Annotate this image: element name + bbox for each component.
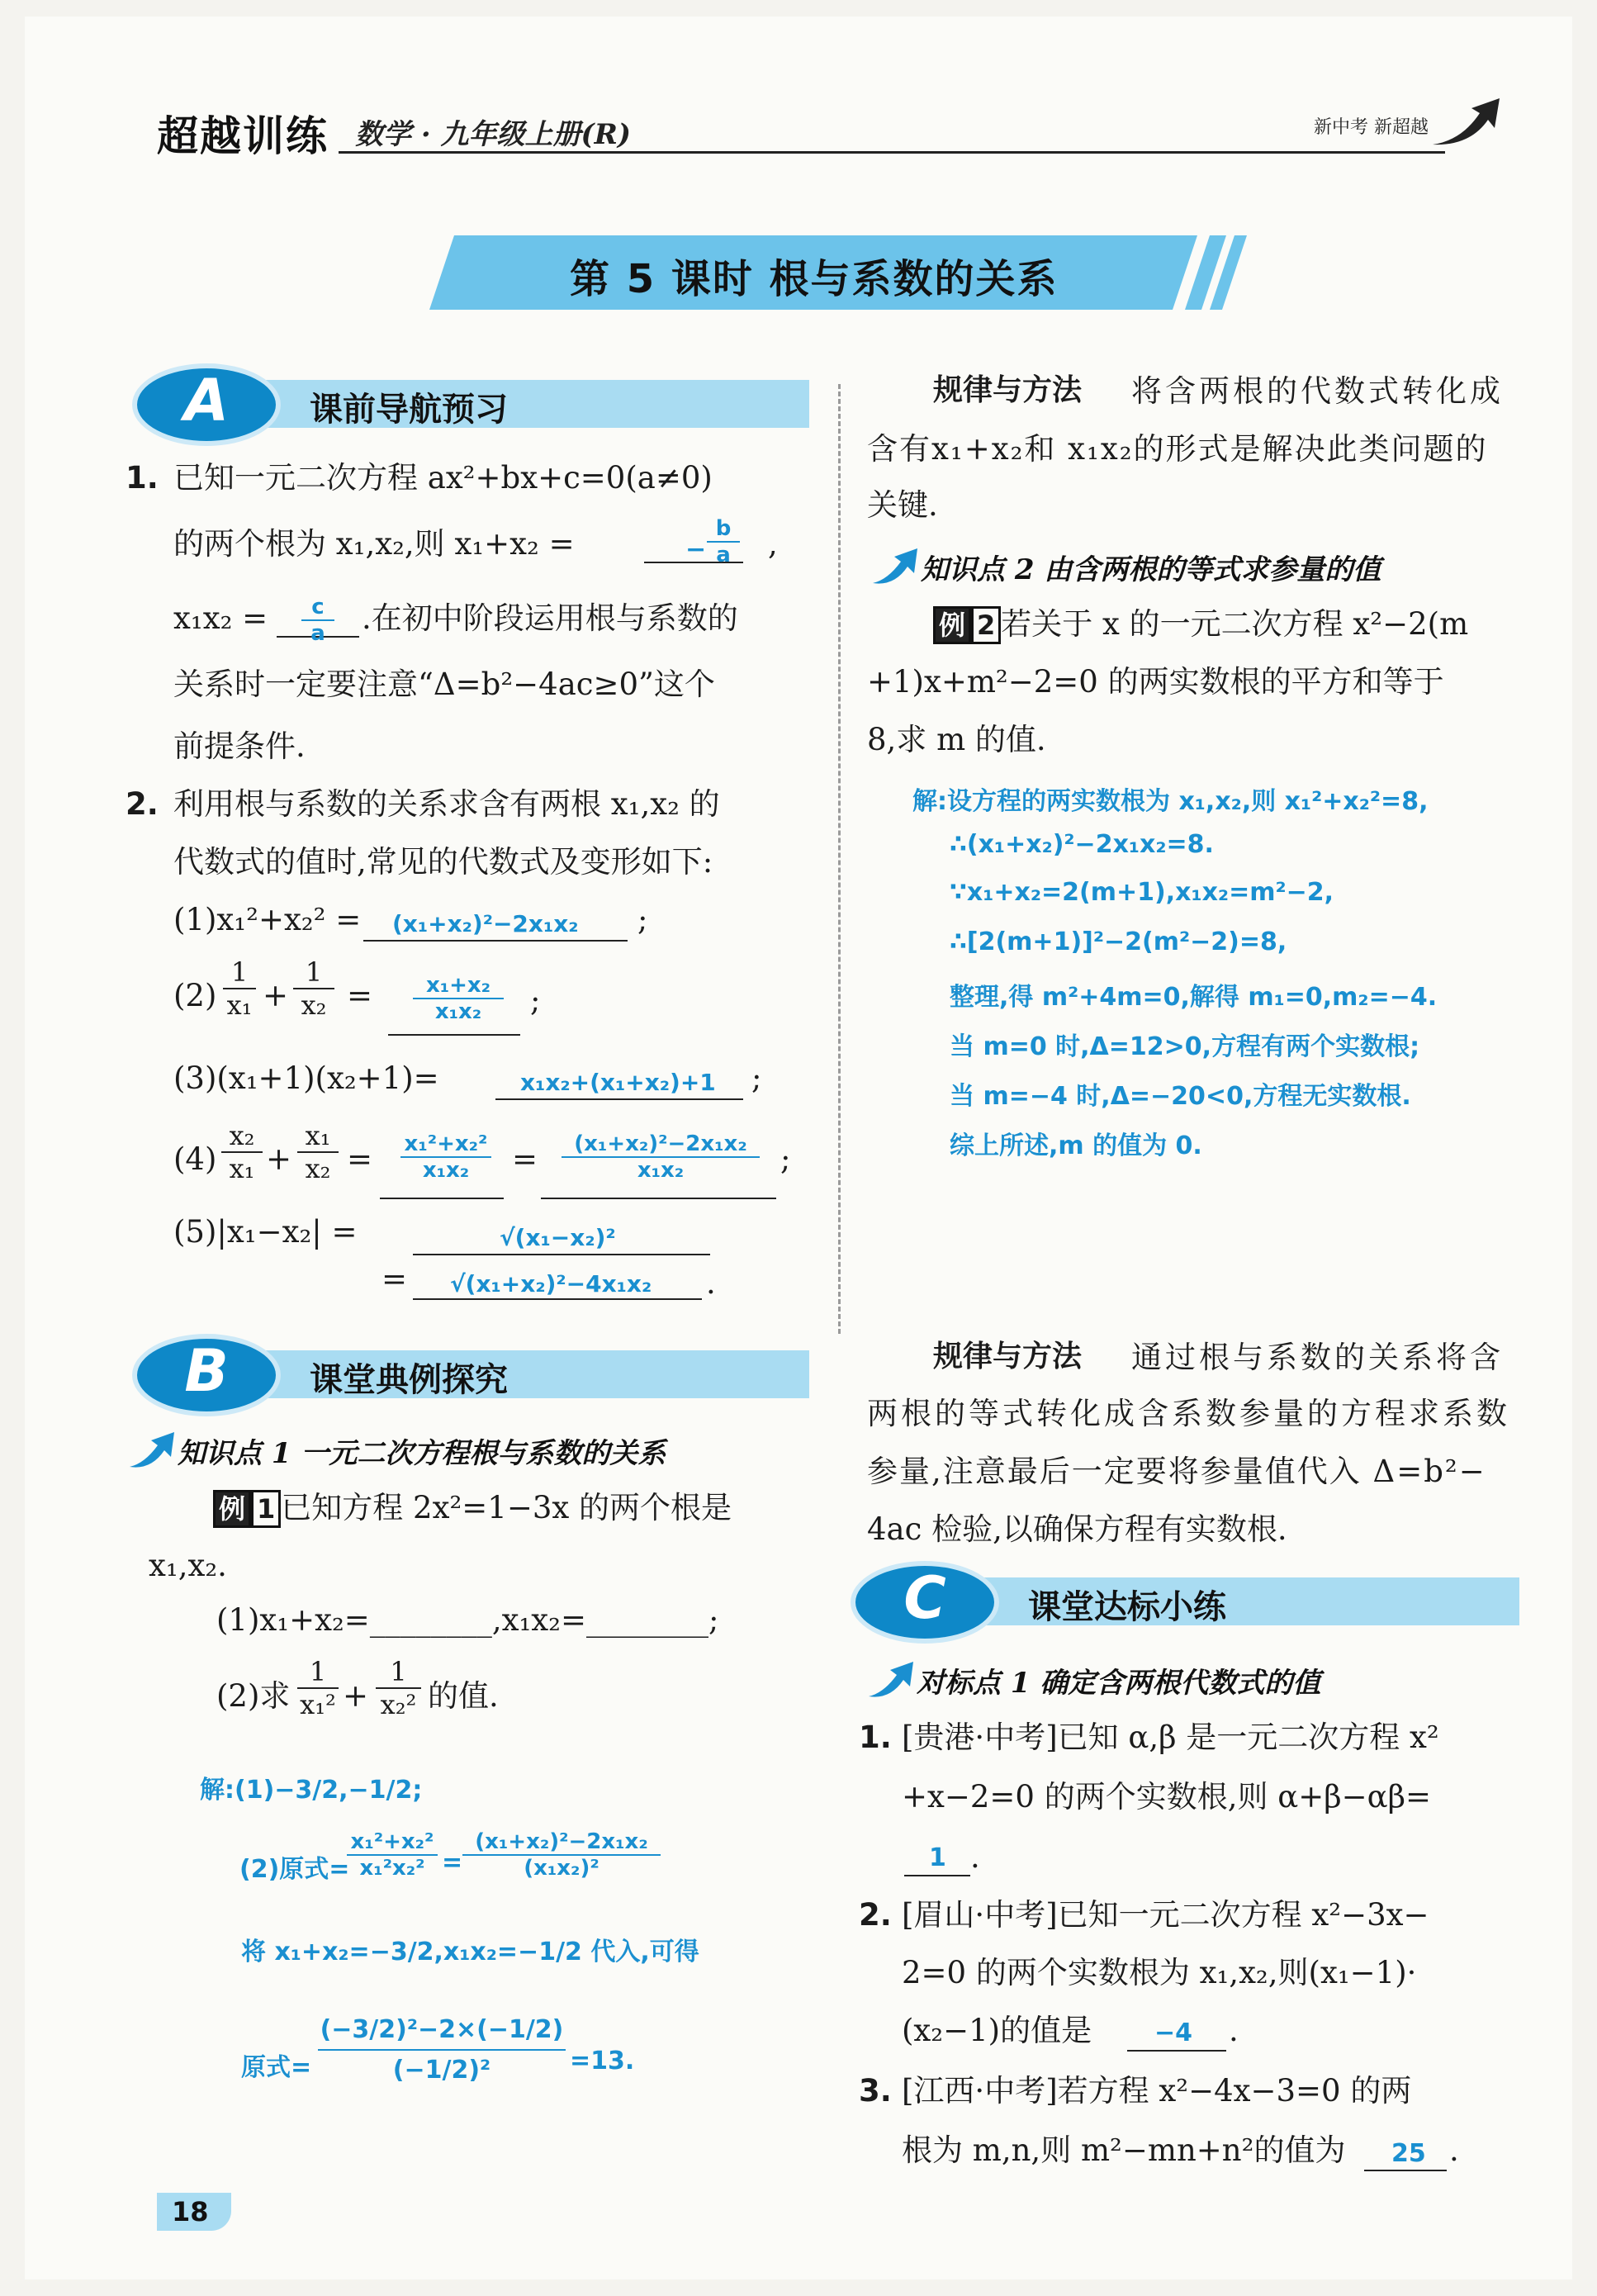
p1-line1: [贵港·中考]已知 α,β 是一元二次方程 x² [902, 1720, 1439, 1755]
p2-line2: 2=0 的两个实数根为 x₁,x₂,则(x₁−1)· [902, 1955, 1417, 1990]
p1-number: 1. [859, 1720, 892, 1755]
example-number: 2 [971, 606, 1001, 644]
example-2-text [933, 605, 1468, 644]
series-slogan: 新中考 新超越 [1314, 117, 1429, 138]
frac-num: 1 [309, 1656, 327, 1687]
solution-1-line2-pre: (2)原式= [239, 1855, 350, 1884]
q1-ans2-fraction [301, 595, 334, 646]
example-2-line1: 若关于 x 的一元二次方程 x²−2(m [1001, 606, 1469, 642]
q2-item2-frac1 [223, 956, 256, 1021]
q2-item5-answer1: √(x₁−x₂)² [500, 1224, 616, 1251]
p3-number: 3. [859, 2073, 892, 2109]
q2-item1-semicolon: ; [637, 902, 648, 937]
q2-item5-answer2: √(x₁+x₂)²−4x₁x₂ [450, 1270, 652, 1297]
frac-den: x₁²x₂² [347, 1854, 438, 1881]
example-1-q2-frac2 [376, 1656, 421, 1720]
solution-2-line5: 整理,得 m²+4m=0,解得 m₁=0,m₂=−4. [950, 983, 1438, 1012]
book-subtitle: 数学 · 九年级上册(R) [355, 118, 631, 151]
rule-2-line1: 通过根与系数的关系将含 [1131, 1340, 1504, 1375]
p2-line1: [眉山·中考]已知一元二次方程 x²−3x− [902, 1897, 1429, 1933]
example-1-q2-plus: + [343, 1678, 369, 1714]
p3-period: . [1449, 2132, 1459, 2168]
q2-item3-label: (3)(x₁+1)(x₂+1)= [173, 1060, 439, 1096]
q1-ans1-fraction [707, 516, 740, 567]
page-number-tab [157, 2193, 231, 2231]
p3-answer: 25 [1391, 2139, 1426, 2168]
rule-2-line4: 4ac 检验,以确保方程有实数根. [867, 1511, 1287, 1547]
frac-den: x₁² [297, 1687, 339, 1720]
frac-den: x₁x₂ [400, 1156, 491, 1183]
solution-2-line2: ∴(x₁+x₂)²−2x₁x₂=8. [950, 830, 1214, 859]
solution-1-line1: 解:(1)−3/2,−1/2; [200, 1776, 423, 1805]
q2-item4-blank1 [380, 1198, 504, 1199]
arrow-logo-icon [1429, 95, 1503, 153]
q2-item4-semicolon: ; [780, 1141, 791, 1177]
q2-item3-answer: x₁x₂+(x₁+x₂)+1 [520, 1069, 716, 1096]
q2-item5-blank1 [413, 1254, 710, 1255]
solution-1-line3: 将 x₁+x₂=−3/2,x₁x₂=−1/2 代入,可得 [241, 1938, 699, 1966]
q2-item5-label: (5)|x₁−x₂| = [173, 1214, 358, 1250]
rule-1-line1: 将含两根的代数式转化成 [1131, 373, 1504, 409]
target-point-1: 对标点 1 确定含两根代数式的值 [917, 1667, 1321, 1700]
q2-line2: 代数式的值时,常见的代数式及变形如下: [173, 844, 713, 880]
frac-den: x₂² [376, 1687, 421, 1720]
frac-den: (x₁x₂)² [462, 1854, 661, 1881]
example-1-line1: 已知方程 2x²=1−3x 的两个根是 [281, 1490, 732, 1525]
section-letter: B [184, 1337, 229, 1405]
q1-ans1-num: b [715, 516, 732, 541]
knowledge-arrow-icon [128, 1430, 178, 1472]
q1-ans2-den: a [301, 619, 334, 646]
section-a-header [132, 363, 809, 446]
example-1-q2-frac1 [297, 1656, 339, 1720]
example-label: 例 [933, 606, 971, 644]
frac-den: x₁x₂ [413, 998, 504, 1024]
lesson-title-banner [429, 235, 1247, 310]
q2-item2-eq: = [347, 978, 373, 1013]
solution-2-line8: 综上所述,m 的值为 0. [950, 1131, 1202, 1160]
frac-num: 1 [305, 956, 323, 988]
p3-line2: 根为 m,n,则 m²−mn+n²的值为 [902, 2132, 1346, 2168]
frac-num: x₁²+x₂² [350, 1829, 434, 1854]
p2-blank [1127, 2050, 1226, 2052]
q2-item3-blank [495, 1098, 743, 1100]
q2-item5-eq: = [381, 1261, 408, 1297]
q1-ans1-sign: − [685, 535, 707, 564]
frac-den: x₁ [223, 988, 256, 1021]
knowledge-point-2: 知识点 2 由含两根的等式求参量的值 [921, 553, 1381, 586]
q2-item4-eq1: = [347, 1141, 373, 1177]
frac-den: x₁x₂ [562, 1156, 760, 1183]
q2-item4-frac2 [297, 1120, 339, 1184]
section-band [206, 1350, 809, 1398]
p2-number: 2. [859, 1897, 892, 1933]
frac-den: x₁ [221, 1151, 263, 1184]
q2-item1-blank [363, 940, 628, 942]
q1-comma: , [768, 526, 778, 562]
example-2-line2: +1)x+m²−2=0 的两实数根的平方和等于 [867, 664, 1444, 700]
frac-num: 1 [230, 956, 249, 988]
page [25, 17, 1572, 2279]
q2-line1: 利用根与系数的关系求含有两根 x₁,x₂ 的 [173, 786, 720, 822]
rule-2-line2: 两根的等式转化成含系数参量的方程求系数 [867, 1396, 1510, 1431]
q2-item2-blank [388, 1034, 520, 1036]
section-label: 课堂典例探究 [310, 1361, 508, 1399]
solution-1-frac3 [318, 2015, 566, 2085]
knowledge-arrow-icon [871, 547, 921, 588]
p2-answer: −4 [1154, 2018, 1193, 2047]
section-letter: A [183, 367, 230, 434]
q2-item4-label: (4) [173, 1141, 217, 1177]
knowledge-point-1: 知识点 1 一元二次方程根与系数的关系 [178, 1437, 666, 1470]
rule-1-line2: 含有x₁+x₂和 x₁x₂的形式是解决此类问题的 [867, 431, 1488, 467]
section-letter: C [903, 1564, 946, 1632]
solution-2-line3: ∵x₁+x₂=2(m+1),x₁x₂=m²−2, [950, 878, 1334, 907]
example-label: 例 [213, 1490, 251, 1528]
lesson-title: 第 5 课时 根与系数的关系 [570, 256, 1059, 302]
example-number: 1 [251, 1490, 281, 1528]
q2-item5-blank2 [413, 1298, 702, 1300]
section-b-header [132, 1334, 809, 1416]
solution-1-line4-pre: 原式= [241, 2053, 312, 2082]
q1-line1: 已知一元二次方程 ax²+bx+c=0(a≠0) [173, 460, 713, 496]
p3-line1: [江西·中考]若方程 x²−4x−3=0 的两 [902, 2073, 1412, 2109]
q2-item4-answer1 [400, 1131, 491, 1183]
q2-item4-eq2: = [512, 1141, 538, 1177]
example-1-q2-pre: (2)求 [216, 1678, 291, 1714]
example-1-text [213, 1488, 732, 1528]
q1-line3-pre: x₁x₂ = [173, 600, 268, 636]
q2-item4-plus: + [266, 1141, 292, 1177]
q2-item4-blank2 [541, 1198, 776, 1199]
q2-item2-frac2 [293, 956, 334, 1021]
section-label: 课前导航预习 [310, 391, 508, 429]
frac-num: x₂ [229, 1120, 255, 1151]
column-divider [838, 384, 841, 1334]
q2-item2-label: (2) [173, 978, 217, 1013]
rule-2-title: 规律与方法 [933, 1340, 1083, 1373]
q2-item4-answer2 [562, 1131, 760, 1183]
frac-num: x₁+x₂ [425, 973, 491, 998]
frac-den: (−1/2)² [318, 2049, 566, 2085]
page-header [132, 95, 1519, 161]
solution-1-frac1 [347, 1829, 438, 1881]
solution-2-line1: 解:设方程的两实数根为 x₁,x₂,则 x₁²+x₂²=8, [912, 787, 1429, 816]
frac-num: (−3/2)²−2×(−1/2) [320, 2015, 564, 2044]
target-arrow-icon [867, 1660, 917, 1701]
p3-blank [1364, 2170, 1447, 2171]
solution-1-eq: = [442, 1848, 463, 1877]
example-1-q1: (1)x₁+x₂=________,x₁x₂=________; [216, 1602, 719, 1638]
q2-item2-answer [413, 973, 504, 1024]
q2-item2-plus: + [263, 978, 289, 1013]
brand-title: 超越训练 [157, 112, 329, 160]
frac-den: x₂ [297, 1151, 339, 1184]
example-1-q2-post: 的值. [428, 1678, 499, 1714]
q2-item3-semicolon: ; [751, 1060, 762, 1096]
p2-line3: (x₂−1)的值是 [902, 2013, 1092, 2048]
q1-ans1-den: a [707, 541, 740, 567]
rule-1-line3: 关键. [867, 487, 938, 523]
p1-blank [904, 1875, 970, 1876]
p1-answer: 1 [929, 1843, 946, 1872]
solution-2-line7: 当 m=−4 时,Δ=−20<0,方程无实数根. [950, 1082, 1411, 1111]
frac-num: (x₁+x₂)²−2x₁x₂ [574, 1131, 747, 1156]
solution-2-line6: 当 m=0 时,Δ=12>0,方程有两个实数根; [950, 1032, 1420, 1061]
example-1-line2: x₁,x₂. [149, 1548, 227, 1583]
page-number: 18 [172, 2196, 209, 2227]
solution-1-frac2 [462, 1829, 661, 1881]
section-band [206, 380, 809, 428]
q2-item1-label: (1)x₁²+x₂² = [173, 902, 362, 937]
header-rule [339, 151, 1445, 154]
q1-line3-post: .在初中阶段运用根与系数的 [362, 600, 738, 636]
frac-num: 1 [390, 1656, 407, 1687]
q1-line2: 的两个根为 x₁,x₂,则 x₁+x₂ = [173, 526, 575, 562]
frac-num: x₁ [305, 1120, 331, 1151]
frac-den: x₂ [293, 988, 334, 1021]
frac-num: x₁²+x₂² [404, 1131, 488, 1156]
q1-number: 1. [126, 460, 159, 496]
solution-2-line4: ∴[2(m+1)]²−2(m²−2)=8, [950, 927, 1287, 956]
q1-line4: 关系时一定要注意“Δ=b²−4ac≥0”这个 [173, 667, 715, 702]
section-c-header [851, 1561, 1519, 1644]
q2-item5-period: . [706, 1265, 716, 1301]
q1-line5: 前提条件. [173, 728, 306, 764]
frac-num: (x₁+x₂)²−2x₁x₂ [475, 1829, 648, 1854]
p2-period: . [1229, 2013, 1239, 2048]
q2-item1-answer: (x₁+x₂)²−2x₁x₂ [392, 910, 579, 937]
q2-item4-frac1 [221, 1120, 263, 1184]
rule-1-title: 规律与方法 [933, 373, 1083, 407]
q2-item2-semicolon: ; [530, 983, 541, 1018]
p1-line2: +x−2=0 的两个实数根,则 α+β−αβ= [902, 1779, 1431, 1815]
q1-ans2-num: c [311, 595, 325, 619]
section-label: 课堂达标小练 [1028, 1588, 1226, 1626]
example-2-line3: 8,求 m 的值. [867, 722, 1046, 757]
solution-1-line4-post: =13. [570, 2047, 635, 2075]
p1-period: . [970, 1839, 980, 1875]
q2-number: 2. [126, 786, 159, 822]
rule-2-line3: 参量,注意最后一定要将参量值代入 Δ=b²− [867, 1454, 1486, 1489]
